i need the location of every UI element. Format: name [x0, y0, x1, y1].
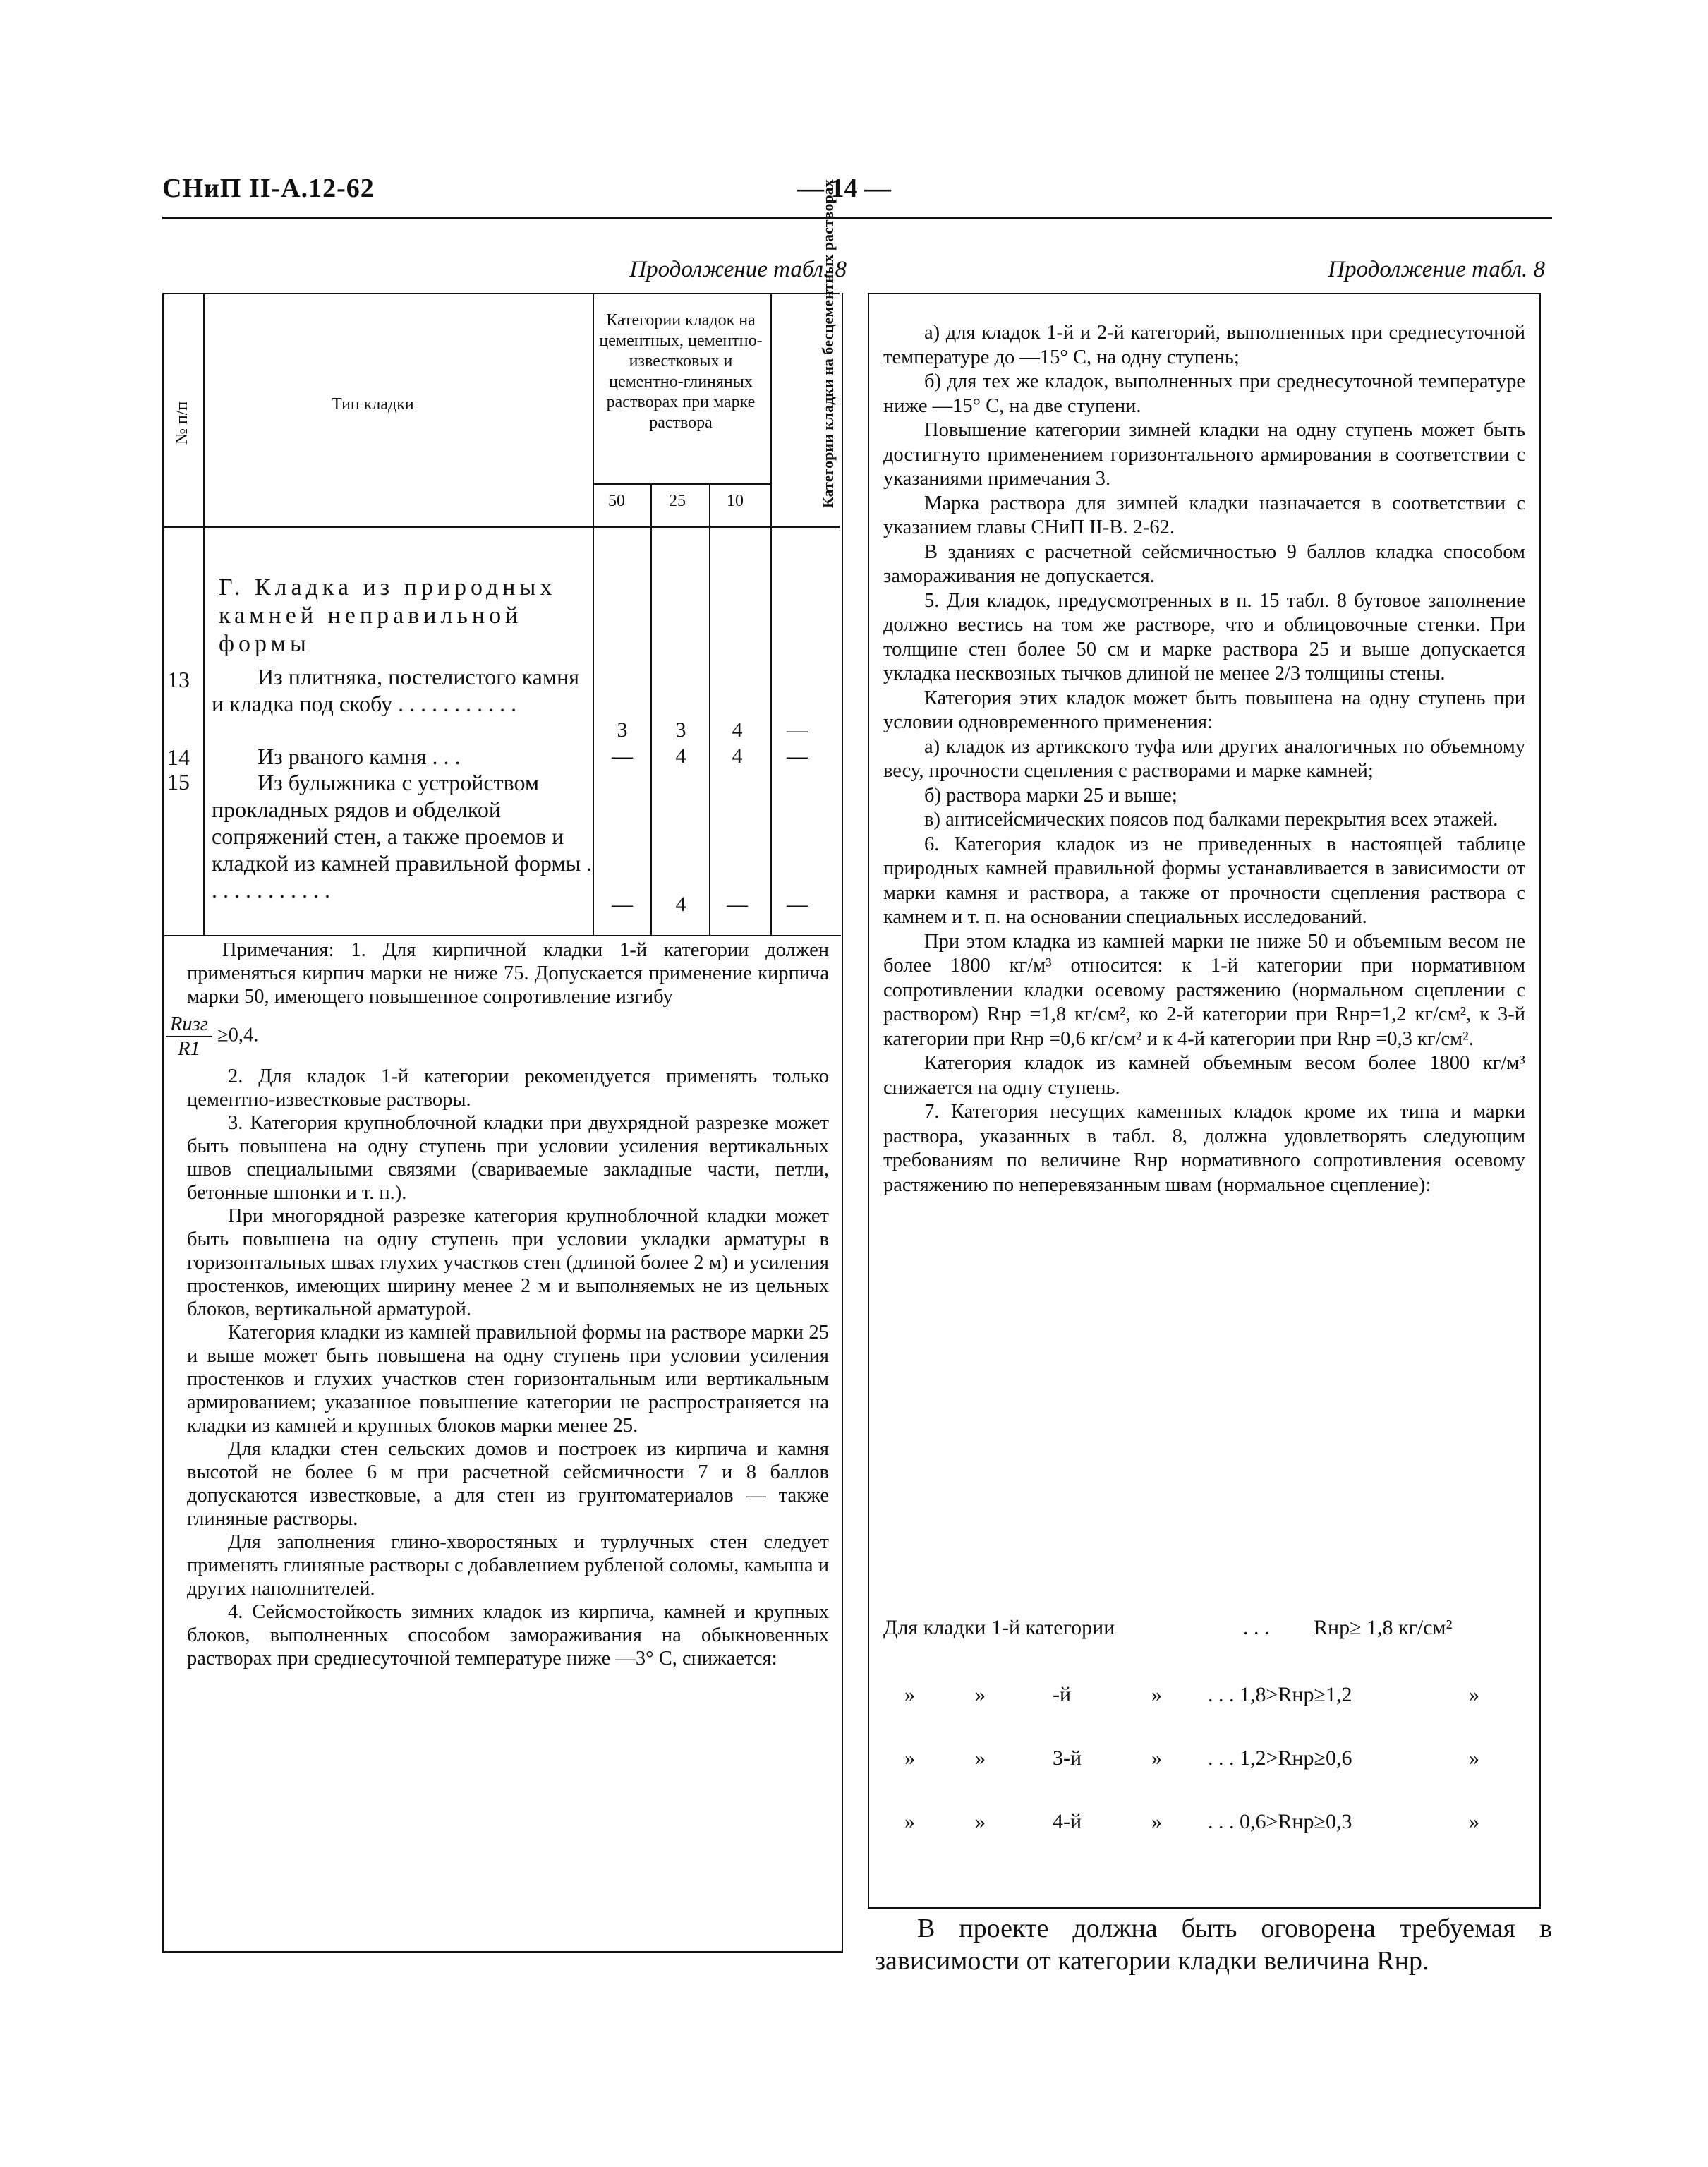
row-14-c10: 4	[732, 744, 743, 768]
subheader-50: 50	[608, 492, 625, 510]
row-13-text: Из плитняка, постелистого камня и кладка под скобу . . . . . . . . . . .	[212, 664, 579, 716]
row-14-c50: —	[612, 744, 633, 768]
cat-row-2-value: . . . 1,8>Rнр≥1,2	[1208, 1683, 1352, 1706]
row-15-num: 15	[167, 769, 190, 795]
cat-row-1-dots: . . .	[1243, 1616, 1270, 1639]
cat-row-1	[883, 1616, 1532, 1644]
col-header-category: Категории кладок на цементных, цементно-известковых и цементно-глиняных растворах при марке раствора	[599, 311, 763, 432]
cat-row-4-ditto3: »	[1151, 1810, 1162, 1833]
cat-row-3-ditto4: »	[1469, 1746, 1479, 1770]
cat-row-2-ditto3: »	[1151, 1683, 1162, 1706]
header-rule	[162, 217, 1552, 219]
right-para-j: в) антисейсмических поясов под балками перекрытия всех этажей.	[924, 809, 1498, 831]
right-para-c: Повышение категории зимней кладки на одну ступень может быть достигнуто применением горизонтального армирования в соответствии с указаниями примечания 3.	[883, 419, 1525, 490]
right-para-b: б) для тех же кладок, выполненных при среднесуточной температуре ниже —15° С, на две ступени.	[883, 370, 1525, 417]
row-15-c50: —	[612, 893, 633, 916]
note-3b: При многорядной разрезке категория крупноблочной кладки может быть повышена на одну ступень при условии укладки арматуры в горизонтальных швах глухих участков стен (длиной более 2 м) и усиления простенков, имеющих ширину менее 2 м и выполняемых не из цельных блоков, вертикальной арматурой.	[187, 1205, 829, 1320]
right-text-block	[883, 321, 1525, 1197]
final-paragraph	[875, 1912, 1552, 1977]
row-13-c50: 3	[617, 718, 628, 742]
row-15-c10: —	[727, 893, 748, 916]
note-4: 4. Сейсмостойкость зимних кладок из кирпича, камней и крупных блоков, выполненных способом замораживания на обыкновенных растворах при среднесуточной температуре ниже —3° С, снижается:	[187, 1601, 829, 1670]
cat-row-4-ditto1: »	[904, 1810, 915, 1833]
cat-row-4-cat: 4-й	[1053, 1810, 1082, 1833]
subheader-25: 25	[669, 492, 686, 510]
row-14-text: Из рваного камня . . .	[258, 744, 461, 769]
col-divider-50	[650, 483, 652, 935]
subheader-rule	[593, 483, 770, 485]
cat-row-1-value: Rнр≥ 1,8 кг/см²	[1314, 1616, 1453, 1639]
cat-row-2-ditto4: »	[1469, 1683, 1479, 1706]
cat-row-4	[883, 1810, 1532, 1838]
col-header-num: № п/п	[173, 401, 191, 445]
cat-row-3-ditto2: »	[975, 1746, 986, 1770]
right-para-h: а) кладок из артикского туфа или других аналогичных по объемному весу, прочности сцепления с растворами и марке камней;	[883, 735, 1525, 782]
right-para-l: При этом кладка из камней марки не ниже 50 и объемным весом не более 1800 кг/м³ относится: к 1-й категории при нормативном сопротивлении кладки осевому растяжению (нормальном сцеплении с раствором) Rнр =1,8 кг/см², ко 2-й категории при Rнр=1,2 кг/см², к 3-й категории при Rнр =0,6 кг/см² и к 4-й категории при Rнр =0,3 кг/см².	[883, 930, 1525, 1050]
right-para-d: Марка раствора для зимней кладки назначается в соответствии с указанием главы СНиП II-В. 2-62.	[883, 492, 1525, 538]
right-continuation: Продолжение табл. 8	[1328, 257, 1545, 282]
right-para-e: В зданиях с расчетной сейсмичностью 9 баллов кладка способом замораживания не допускается.	[883, 541, 1525, 587]
cat-row-2-ditto2: »	[975, 1683, 986, 1706]
row-15-c25: 4	[675, 893, 686, 916]
cat-row-3-cat: 3-й	[1053, 1746, 1082, 1770]
row-14-c25: 4	[675, 744, 686, 768]
cat-row-4-value: . . . 0,6>Rнр≥0,3	[1208, 1810, 1352, 1833]
right-para-i: б) раствора марки 25 и выше;	[924, 784, 1177, 807]
formula-numerator: Rизг	[166, 1013, 212, 1037]
col-divider-num	[203, 293, 205, 935]
left-continuation-wrap	[162, 258, 868, 286]
cat-row-3-ditto3: »	[1151, 1746, 1162, 1770]
right-para-k: 6. Категория кладок из не приведенных в настоящей таблице природных камней правильной формы устанавливается в зависимости от марки камня и раствора, а также от прочности сцепления раствора с камнем и т. п. на основании специальных исследований.	[883, 833, 1525, 928]
formula-denominator: R1	[178, 1038, 200, 1060]
col-divider-cat	[770, 293, 772, 935]
final-text: В проекте должна быть оговорена требуемая в зависимости от категории кладки величина Rнр.	[875, 1914, 1552, 1976]
cat-row-2-ditto1: »	[904, 1683, 915, 1706]
note-3: 3. Категория крупноблочной кладки при двухрядной разрезке может быть повышена на одну ступень при условии усиления вертикальных швов специальными связями (свариваемые закладные части, петли, бетонные шпонки и т. п.).	[187, 1112, 829, 1204]
formula-tail: ≥0,4.	[217, 1024, 259, 1046]
subheader-10: 10	[727, 492, 744, 510]
cat-row-3	[883, 1746, 1532, 1775]
cat-row-2	[883, 1683, 1532, 1711]
table-bottom-rule	[162, 935, 841, 936]
note-3d: Для кладки стен сельских домов и построек из кирпича и камня высотой не более 6 м при расчетной сейсмичности 7 и 8 баллов допускаются известковые, а для стен из грунтоматериалов — также глиняные растворы.	[187, 1438, 829, 1530]
page-header	[162, 173, 1552, 215]
cat-row-1-label: Для кладки 1-й категории	[883, 1616, 1115, 1639]
row-14-num: 14	[167, 744, 190, 770]
row-15-cv: —	[787, 893, 808, 916]
right-continuation-wrap	[868, 258, 1552, 286]
section-title: Г. Кладка из природных камней неправильной формы	[219, 574, 557, 657]
note-1: Примечания: 1. Для кирпичной кладки 1-й категории должен применяться кирпич марки не ниже 75. Допускается применение кирпича марки 50, имеющего повышенное сопротивление изгибу	[187, 939, 829, 1008]
right-para-m: Категория кладок из камней объемным весом более 1800 кг/м³ снижается на одну ступень.	[883, 1052, 1525, 1099]
cat-row-3-ditto1: »	[904, 1746, 915, 1770]
note-3e: Для заполнения глино-хворостяных и турлучных стен следует применять глиняные растворы с добавлением рубленой соломы, камыша и других наполнителей.	[187, 1531, 829, 1600]
right-para-a: а) для кладок 1-й и 2-й категорий, выполненных при среднесуточной температуре до —15° С, на одну ступень;	[883, 322, 1525, 368]
right-para-f: 5. Для кладок, предусмотренных в п. 15 табл. 8 бутовое заполнение должно вестись на том же растворе, что и облицовочные стенки. При толщине стен более 50 см и марке раствора 25 и выше допускается укладка несквозных тычков длиной не менее 2/3 толщины стены.	[883, 589, 1525, 684]
row-14-cv: —	[787, 744, 808, 768]
notes-block	[170, 938, 829, 1670]
right-para-n: 7. Категория несущих каменных кладок кроме их типа и марки раствора, указанных в табл. 8, должна удовлетворять следующим требованиям по величине Rнр нормативного сопротивления осевому растяжению по неперевязанным швам (нормальное сцепление):	[883, 1101, 1525, 1196]
cat-row-4-ditto2: »	[975, 1810, 986, 1833]
row-15-text: Из булыжника с устройством прокладных рядов и обделкой сопряжений стен, а также проемов и кладкой из камней правильной формы . . . . . . . . . . . .	[212, 770, 593, 903]
row-13-c25: 3	[675, 718, 686, 742]
page-number: — 14 —	[797, 174, 891, 203]
document-code: СНиП II-А.12-62	[162, 174, 375, 203]
col-divider-25	[709, 483, 710, 935]
left-continuation: Продолжение табл. 8	[629, 257, 847, 282]
cat-row-3-value: . . . 1,2>Rнр≥0,6	[1208, 1746, 1352, 1770]
col-header-type: Тип кладки	[332, 395, 414, 414]
formula	[166, 1013, 212, 1061]
row-13-num: 13	[167, 667, 190, 692]
cat-row-4-ditto4: »	[1469, 1810, 1479, 1833]
note-formula	[170, 1013, 829, 1061]
row-13-cv: —	[787, 718, 808, 742]
col-header-cementless: Категории кладки на бесцементных растворах	[819, 179, 837, 508]
note-2: 2. Для кладок 1-й категории рекомендуется применять только цементно-известковые растворы.	[187, 1066, 829, 1111]
right-para-g: Категория этих кладок может быть повышена на одну ступень при условии одновременного применения:	[883, 687, 1525, 733]
row-13-c10: 4	[732, 718, 743, 742]
note-3c: Категория кладки из камней правильной формы на растворе марки 25 и выше может быть повышена на одну ступень при условии усиления простенков и глухих участков стен горизонтальным или вертикальным армированием; указанное повышение категории не распространяется на кладки из камней и крупных блоков марки менее 25.	[187, 1322, 829, 1437]
cat-row-2-cat: -й	[1053, 1683, 1072, 1706]
